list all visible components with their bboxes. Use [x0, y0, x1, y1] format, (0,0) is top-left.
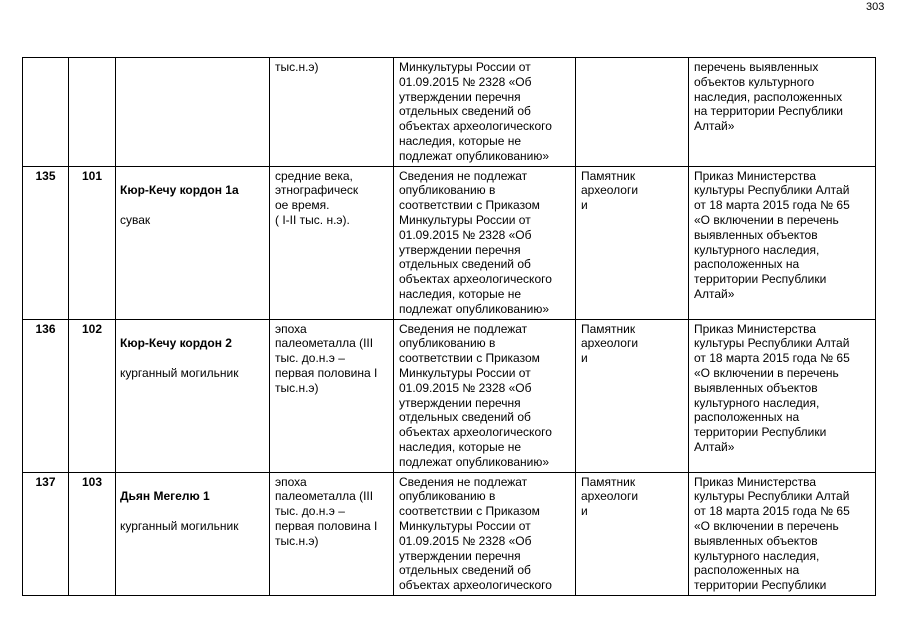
object-type: сувак — [120, 212, 151, 227]
dating-cell: тыс.н.э) — [270, 58, 394, 167]
object-id-cell: 103 — [69, 472, 116, 595]
category-cell: Памятник археологи и — [576, 319, 689, 472]
table-row — [23, 472, 876, 595]
row-index-cell: 137 — [23, 472, 69, 595]
category-cell — [576, 58, 689, 167]
location-info-cell: Сведения не подлежат опубликованию в соответствии с Приказом Минкультуры России от 01.09.2015 № 2328 «Об утверждении перечня отдельных сведений об объектах археологического — [394, 472, 576, 595]
object-name-cell — [116, 472, 270, 595]
legal-act-cell: перечень выявленных объектов культурного наследия, расположенных на территории Республики Алтай» — [689, 58, 876, 167]
object-id-cell: 102 — [69, 319, 116, 472]
object-name-cell — [116, 166, 270, 319]
heritage-objects-table — [22, 57, 876, 596]
dating-cell: эпоха палеометалла (III тыс. до.н.э – первая половина I тыс.н.э) — [270, 319, 394, 472]
object-name: Кюр-Кечу кордон 2 — [120, 336, 232, 351]
legal-act-cell: Приказ Министерства культуры Республики Алтай от 18 марта 2015 года № 65 «О включении в перечень выявленных объектов культурного наследия, расположенных на территории Республики Алтай» — [689, 166, 876, 319]
location-info-cell: Минкультуры России от 01.09.2015 № 2328 «Об утверждении перечня отдельных сведений об объектах археологического наследия, которые не подлежат опубликованию» — [394, 58, 576, 167]
table-row — [23, 319, 876, 472]
row-index-cell — [23, 58, 69, 167]
object-name: Кюр-Кечу кордон 1а — [120, 183, 239, 198]
object-name: Дьян Мегелю 1 — [120, 489, 210, 504]
object-id-cell: 101 — [69, 166, 116, 319]
category-cell: Памятник археологи и — [576, 472, 689, 595]
table-row — [23, 58, 876, 167]
page-number: 303 — [866, 1, 885, 13]
dating-cell: эпоха палеометалла (III тыс. до.н.э – первая половина I тыс.н.э) — [270, 472, 394, 595]
row-index-cell: 135 — [23, 166, 69, 319]
object-type: курганный могильник — [120, 365, 239, 380]
location-info-cell: Сведения не подлежат опубликованию в соответствии с Приказом Минкультуры России от 01.09.2015 № 2328 «Об утверждении перечня отдельных сведений об объектах археологического наследия, которые не подлежат опубликованию» — [394, 166, 576, 319]
object-id-cell — [69, 58, 116, 167]
object-type: курганный могильник — [120, 518, 239, 533]
category-cell: Памятник археологи и — [576, 166, 689, 319]
row-index-cell: 136 — [23, 319, 69, 472]
legal-act-cell: Приказ Министерства культуры Республики Алтай от 18 марта 2015 года № 65 «О включении в перечень выявленных объектов культурного наследия, расположенных на территории Республики — [689, 472, 876, 595]
object-name-cell — [116, 319, 270, 472]
dating-cell: средние века, этнографическ ое время. ( I-II тыс. н.э). — [270, 166, 394, 319]
table-row — [23, 166, 876, 319]
object-name-cell — [116, 58, 270, 167]
legal-act-cell: Приказ Министерства культуры Республики Алтай от 18 марта 2015 года № 65 «О включении в перечень выявленных объектов культурного наследия, расположенных на территории Республики Алтай» — [689, 319, 876, 472]
location-info-cell: Сведения не подлежат опубликованию в соответствии с Приказом Минкультуры России от 01.09.2015 № 2328 «Об утверждении перечня отдельных сведений об объектах археологического наследия, которые не подлежат опубликованию» — [394, 319, 576, 472]
